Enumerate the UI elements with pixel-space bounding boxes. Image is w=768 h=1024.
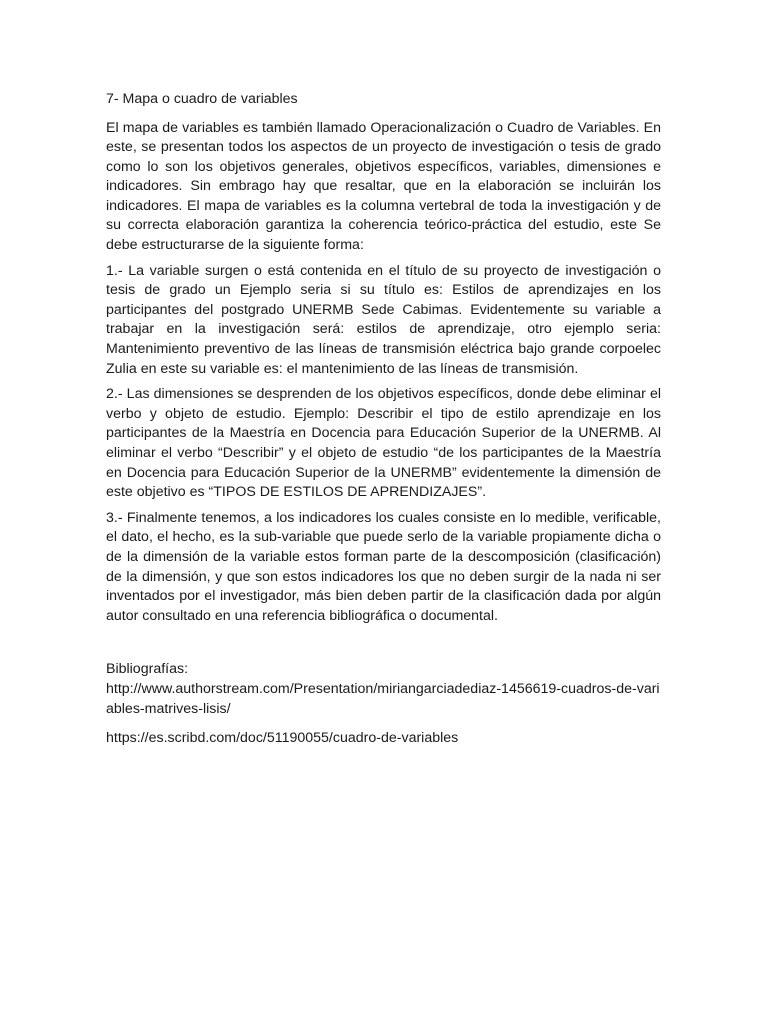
section-heading: 7- Mapa o cuadro de variables — [106, 91, 298, 107]
paragraph-indicators: 3.- Finalmente tenemos, a los indicadores los cuales consiste en lo medible, verificable, el dato, el hecho, es la sub-variable que puede serlo de la variable propiamente dicha o de la dimensión de la variable estos forman parte de la descomposición (clasificación) de la dimensión, y que son estos indicadores los que no deben surgir de la nada ni ser inventados por el investigador, más bien deben partir de la clasificación dada por algún autor consultado en una referencia bibliográfica o documental. — [106, 509, 661, 624]
bibliography-section — [106, 660, 661, 748]
bibliography-link-authorstream[interactable]: http://www.authorstream.com/Presentation/miriangarciadediaz-1456619-cuadros-de-variables-matrives-lisis/ — [106, 680, 660, 717]
bibliography-block — [106, 660, 661, 719]
intro-paragraph: El mapa de variables es también llamado Operacionalización o Cuadro de Variables. En este, se presentan todos los aspectos de un proyecto de investigación o tesis de grado como lo son los objetivos generales, objetivos específicos, variables, dimensiones e indicadores. Sin embrago hay que resaltar, que en la elaboración se incluirán los indicadores. El mapa de variables es la columna vertebral de toda la investigación y de su correcta elaboración garantiza la coherencia teórico-práctica del estudio, este Se debe estructurarse de la siguiente forma: — [106, 119, 661, 254]
document-page — [106, 90, 661, 759]
paragraph-dimensions: 2.- Las dimensiones se desprenden de los objetivos específicos, donde debe eliminar el verbo y objeto de estudio. Ejemplo: Describir el tipo de estilo aprendizaje en los participantes de la Maestría en Docencia para Educación Superior de la UNERMB. Al eliminar el verbo “Describir” y el objeto de estudio “de los participantes de la Maestría en Docencia para Educación Superior de la UNERMB” evidentemente la dimensión de este objetivo es “TIPOS DE ESTILOS DE APRENDIZAJES”. — [106, 386, 661, 501]
bibliography-link-scribd[interactable]: https://es.scribd.com/doc/51190055/cuadro-de-variables — [106, 730, 459, 747]
bibliography-block-2 — [106, 729, 661, 749]
bibliography-label: Bibliografías: — [106, 661, 189, 678]
paragraph-variable: 1.- La variable surgen o está contenida en el título de su proyecto de investigación o tesis de grado un Ejemplo seria si su título es: Estilos de aprendizajes en los participantes del postgrado UNERMB Sede Cabimas. Evidentemente su variable a trabajar en la investigación será: estilos de aprendizaje, otro ejemplo seria: Mantenimiento preventivo de las líneas de transmisión eléctrica bajo grande corpoelec Zulia en este su variable es: el mantenimiento de las líneas de transmisión. — [106, 262, 661, 377]
